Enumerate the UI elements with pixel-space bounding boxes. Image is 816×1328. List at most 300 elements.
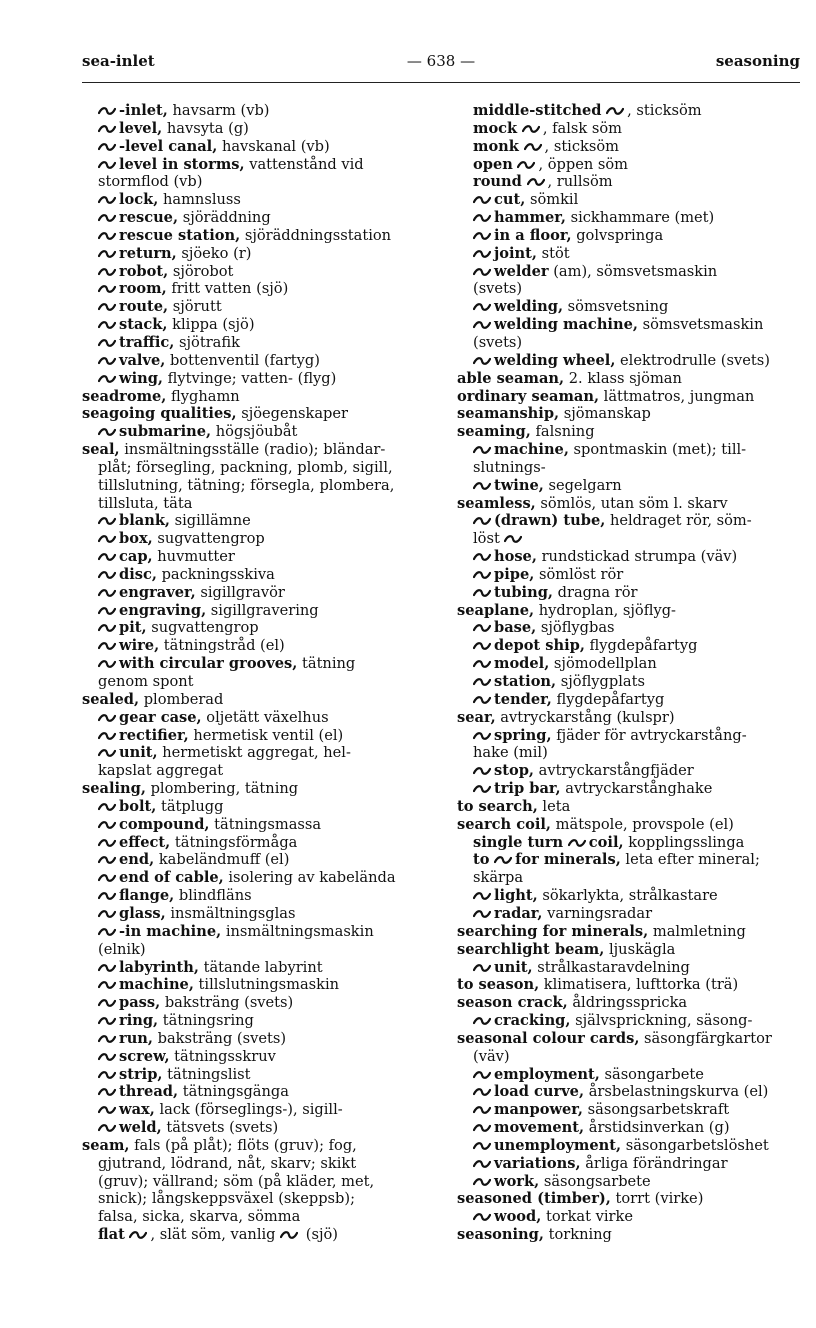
swung-dash-icon — [98, 820, 116, 830]
swung-dash-icon — [98, 748, 116, 758]
entry-headword: machine, — [119, 976, 194, 994]
entry-headword: weld, — [119, 1119, 162, 1137]
entry-definition: kapslat aggregat — [98, 762, 224, 780]
dictionary-entry — [82, 1226, 440, 1244]
swung-dash-icon — [98, 284, 116, 294]
swung-dash-icon — [473, 267, 491, 277]
dictionary-entry — [457, 780, 807, 798]
dictionary-entry — [82, 602, 440, 620]
swung-dash-icon — [473, 195, 491, 205]
swung-dash-icon — [98, 998, 116, 1008]
swung-dash-icon — [524, 142, 542, 152]
swung-dash-icon — [98, 338, 116, 348]
entry-definition: torrt (virke) — [610, 1190, 704, 1208]
dictionary-entry — [82, 1066, 440, 1084]
swung-dash-icon — [98, 195, 116, 205]
entry-definition: sömkil — [525, 191, 579, 209]
entry-headword: end of cable, — [119, 869, 224, 887]
entry-definition: falsa, sicka, skarva, sömma — [98, 1208, 301, 1226]
swung-dash-icon — [98, 374, 116, 384]
swung-dash-icon — [98, 249, 116, 259]
dictionary-entry — [457, 1119, 807, 1137]
swung-dash-icon — [473, 516, 491, 526]
swung-dash-icon — [473, 659, 491, 669]
dictionary-entry — [457, 566, 807, 584]
entry-headword: open — [473, 155, 513, 173]
entry-definition: sjöegenskaper — [236, 405, 349, 423]
entry-headword: middle-stitched — [473, 102, 602, 119]
entry-continuation — [82, 1173, 440, 1191]
dictionary-entry — [82, 316, 440, 334]
entry-headword: work, — [494, 1172, 540, 1190]
entry-definition: gjutrand, lödrand, nåt, skarv; skikt — [98, 1154, 357, 1172]
dictionary-entry — [457, 1155, 807, 1173]
swung-dash-icon — [280, 1230, 298, 1240]
swung-dash-icon — [473, 445, 491, 455]
dictionary-entry — [457, 709, 807, 727]
entry-headword: monk — [473, 137, 519, 155]
entry-headword: seaming, — [457, 423, 531, 441]
entry-headword: to — [473, 851, 490, 869]
entry-continuation — [457, 744, 807, 762]
entry-definition: spontmaskin (met); till- — [568, 441, 747, 459]
entry-definition: isolering av kabelända — [223, 869, 396, 887]
entry-definition: hamnsluss — [158, 191, 241, 209]
dictionary-entry — [82, 548, 440, 566]
entry-headword: labyrinth, — [119, 958, 199, 976]
dictionary-entry — [82, 263, 440, 281]
entry-definition: insmältningsglas — [165, 904, 296, 922]
swung-dash-icon — [473, 695, 491, 705]
dictionary-entry — [457, 602, 807, 620]
entry-headword: -level canal, — [119, 137, 218, 155]
entry-definition: hermetiskt aggregat, hel- — [157, 744, 351, 762]
entry-headword: flat — [98, 1226, 125, 1244]
entry-headword: robot, — [119, 262, 169, 280]
entry-headword: effect, — [119, 833, 171, 851]
entry-definition: sickhammare (met) — [565, 209, 715, 227]
swung-dash-icon — [98, 231, 116, 241]
entry-definition: tillsluta, täta — [98, 494, 193, 512]
page-number: — 638 — — [406, 52, 476, 70]
entry-headword: stack, — [119, 316, 168, 334]
swung-dash-icon — [568, 838, 586, 848]
page-header — [82, 52, 800, 74]
entry-headword: hose, — [494, 548, 537, 566]
swung-dash-icon — [473, 1087, 491, 1097]
swung-dash-icon — [98, 534, 116, 544]
entry-definition: plombering, tätning — [145, 780, 299, 798]
dictionary-entry — [82, 780, 440, 798]
swung-dash-icon — [98, 909, 116, 919]
entry-definition: tätsvets (svets) — [161, 1119, 279, 1137]
entry-definition: vattenstånd vid — [244, 155, 364, 173]
dictionary-entry — [82, 905, 440, 923]
entry-headword: route, — [119, 298, 169, 316]
swung-dash-icon — [473, 356, 491, 366]
right-column — [457, 102, 807, 1244]
dictionary-entry — [457, 138, 807, 156]
entry-continuation — [82, 1208, 440, 1226]
dictionary-entry — [82, 744, 440, 762]
dictionary-entry — [457, 1012, 807, 1030]
entry-definition: flygdepåfartyg — [584, 637, 698, 655]
entry-definition: sjöeko (r) — [176, 244, 252, 262]
swung-dash-icon — [473, 1070, 491, 1080]
entry-headword: run, — [119, 1029, 153, 1047]
entry-definition: säsongsarbete — [539, 1172, 651, 1190]
swung-dash-icon — [473, 1141, 491, 1151]
entry-definition: (sjö) — [301, 1226, 338, 1244]
entry-headword: unemployment, — [494, 1136, 622, 1154]
right-guide-word: seasoning — [715, 52, 800, 70]
dictionary-entry — [457, 673, 807, 691]
entry-definition: klimatisera, lufttorka (trä) — [539, 976, 739, 994]
entry-headword: sealed, — [82, 690, 140, 708]
entry-definition: (gruv); vällrand; söm (på kläder, met, — [98, 1172, 375, 1190]
swung-dash-icon — [98, 1070, 116, 1080]
entry-headword: with circular grooves, — [119, 655, 298, 673]
entry-definition: stormflod (vb) — [98, 173, 203, 191]
swung-dash-icon — [98, 838, 116, 848]
dictionary-entry — [457, 423, 807, 441]
dictionary-entry — [82, 1048, 440, 1066]
entry-headword: seamless, — [457, 494, 536, 512]
entry-definition: sjörutt — [168, 298, 222, 316]
swung-dash-icon — [473, 623, 491, 633]
swung-dash-icon — [98, 731, 116, 741]
entry-definition: åldringsspricka — [567, 994, 688, 1012]
entry-definition: dragna rör — [553, 583, 638, 601]
entry-definition: tillslutningsmaskin — [193, 976, 340, 994]
entry-headword: glass, — [119, 904, 166, 922]
entry-headword: welder — [494, 262, 549, 280]
entry-definition: årsbelastningskurva (el) — [584, 1083, 769, 1101]
entry-headword: box, — [119, 530, 153, 548]
dictionary-entry — [82, 1012, 440, 1030]
entry-headword: cap, — [119, 548, 153, 566]
entry-definition: säsongarbete — [599, 1065, 704, 1083]
swung-dash-icon — [606, 106, 624, 116]
entry-definition: lack (förseglings-), sigill- — [154, 1101, 343, 1119]
entry-headword: level, — [119, 119, 163, 137]
dictionary-entry — [457, 619, 807, 637]
swung-dash-icon — [98, 320, 116, 330]
dictionary-entry — [82, 423, 440, 441]
dictionary-entry — [82, 405, 440, 423]
entry-continuation — [82, 495, 440, 513]
entry-headword: wire, — [119, 637, 160, 655]
entry-definition: tätningsring — [158, 1012, 254, 1030]
swung-dash-icon — [98, 160, 116, 170]
entry-definition: säsongarbetslöshet — [621, 1136, 769, 1154]
entry-definition: havsarm (vb) — [167, 102, 270, 119]
entry-headword: mock — [473, 119, 518, 137]
entry-definition: malmletning — [648, 922, 746, 940]
entry-headword: seaplane, — [457, 601, 535, 619]
entry-headword: rescue station, — [119, 226, 241, 244]
entry-headword: rescue, — [119, 209, 179, 227]
swung-dash-icon — [98, 106, 116, 116]
entry-definition: segelgarn — [543, 476, 622, 494]
entry-headword: seamanship, — [457, 405, 560, 423]
dictionary-entry — [82, 138, 440, 156]
dictionary-entry — [82, 655, 440, 673]
entry-headword: to search, — [457, 797, 538, 815]
entry-headword: traffic, — [119, 333, 175, 351]
dictionary-entry — [82, 959, 440, 977]
entry-definition: sjöräddning — [178, 209, 271, 227]
dictionary-entry — [457, 1208, 807, 1226]
entry-continuation — [457, 334, 807, 352]
dictionary-entry — [457, 923, 807, 941]
dictionary-entry — [457, 441, 807, 459]
entry-definition: tätning — [297, 655, 356, 673]
swung-dash-icon — [98, 1105, 116, 1115]
entry-headword: wing, — [119, 369, 164, 387]
dictionary-entry — [82, 976, 440, 994]
entry-definition: plomberad — [139, 690, 224, 708]
entry-definition: sömsvetsmaskin — [637, 316, 764, 334]
swung-dash-icon — [98, 142, 116, 152]
entry-definition: kopplingsslinga — [623, 833, 745, 851]
dictionary-entry — [457, 762, 807, 780]
swung-dash-icon — [98, 802, 116, 812]
entry-definition: oljetätt växelhus — [201, 708, 329, 726]
entry-headword: light, — [494, 887, 538, 905]
entry-headword: tender, — [494, 690, 552, 708]
entry-definition: (am), sömsvetsmaskin — [548, 262, 718, 280]
dictionary-entry — [457, 191, 807, 209]
entry-headword: lock, — [119, 191, 159, 209]
entry-definition: huvmutter — [152, 548, 235, 566]
swung-dash-icon — [473, 963, 491, 973]
entry-headword: flange, — [119, 887, 175, 905]
dictionary-entry — [457, 156, 807, 174]
dictionary-entry — [457, 959, 807, 977]
dictionary-entry — [82, 370, 440, 388]
dictionary-entry — [457, 1137, 807, 1155]
entry-definition: årliga förändringar — [580, 1154, 728, 1172]
entry-definition: sömlös, utan söm l. skarv — [535, 494, 728, 512]
entry-headword: engraving, — [119, 601, 207, 619]
entry-headword: seasoned (timber), — [457, 1190, 611, 1208]
entry-headword: submarine, — [119, 423, 212, 441]
dictionary-entry — [82, 298, 440, 316]
left-column — [82, 102, 440, 1244]
dictionary-entry — [82, 227, 440, 245]
dictionary-entry — [457, 1066, 807, 1084]
entry-continuation — [82, 173, 440, 191]
entry-headword: round — [473, 173, 522, 191]
dictionary-entry — [82, 280, 440, 298]
entry-headword: wood, — [494, 1208, 542, 1226]
entry-continuation — [82, 1190, 440, 1208]
entry-headword: bolt, — [119, 797, 157, 815]
entry-definition: fjäder för avtryckarstång- — [551, 726, 747, 744]
entry-headword: valve, — [119, 351, 166, 369]
entry-definition: hermetisk ventil (el) — [188, 726, 344, 744]
dictionary-entry — [82, 512, 440, 530]
entry-headword: seasonal colour cards, — [457, 1029, 640, 1047]
entry-headword: cut, — [494, 191, 526, 209]
swung-dash-icon — [98, 713, 116, 723]
swung-dash-icon — [473, 302, 491, 312]
dictionary-entry — [457, 227, 807, 245]
entry-headword: load curve, — [494, 1083, 585, 1101]
dictionary-entry — [82, 923, 440, 941]
swung-dash-icon — [473, 641, 491, 651]
entry-definition: insmältningsmaskin — [221, 922, 374, 940]
dictionary-entry — [457, 1030, 807, 1048]
entry-headword: stop, — [494, 762, 534, 780]
dictionary-entry — [82, 816, 440, 834]
entry-definition: tillslutning, tätning; försegla, plombera, — [98, 476, 395, 494]
swung-dash-icon — [473, 731, 491, 741]
entry-headword: in a floor, — [494, 226, 572, 244]
dictionary-entry — [457, 370, 807, 388]
entry-headword: tubing, — [494, 583, 553, 601]
swung-dash-icon — [98, 980, 116, 990]
swung-dash-icon — [473, 481, 491, 491]
dictionary-entry — [82, 1101, 440, 1119]
dictionary-entry — [82, 1083, 440, 1101]
entry-continuation — [457, 459, 807, 477]
entry-definition: torkning — [543, 1226, 612, 1244]
swung-dash-icon — [98, 641, 116, 651]
entry-headword: unit, — [494, 958, 533, 976]
entry-definition: golvspringa — [571, 226, 664, 244]
dictionary-entry — [457, 887, 807, 905]
entry-definition: avtryckarstånghake — [560, 780, 713, 798]
entry-definition: elektrodrulle (svets) — [615, 351, 770, 369]
entry-definition: klippa (sjö) — [167, 316, 255, 334]
entry-definition: insmältningsställe (radio); bländar- — [119, 441, 386, 459]
dictionary-entry — [82, 352, 440, 370]
entry-headword: -in machine, — [119, 922, 222, 940]
entry-definition: varningsradar — [542, 904, 653, 922]
swung-dash-icon — [98, 124, 116, 134]
swung-dash-icon — [98, 927, 116, 937]
entry-continuation — [82, 459, 440, 477]
entry-headword: hammer, — [494, 209, 566, 227]
entry-definition: falsning — [530, 423, 595, 441]
dictionary-entry — [457, 120, 807, 138]
dictionary-entry — [457, 637, 807, 655]
swung-dash-icon — [473, 249, 491, 259]
entry-definition: sömsvetsning — [563, 298, 669, 316]
entry-continuation — [457, 280, 807, 298]
entry-definition: tätningslist — [162, 1065, 251, 1083]
swung-dash-icon — [98, 552, 116, 562]
swung-dash-icon — [98, 588, 116, 598]
dictionary-entry — [82, 637, 440, 655]
entry-headword: blank, — [119, 512, 171, 530]
entry-definition: fals (på plåt); flöts (gruv); fog, — [129, 1136, 357, 1154]
entry-headword: -inlet, — [119, 102, 168, 119]
entry-headword: pass, — [119, 994, 161, 1012]
dictionary-entry — [457, 976, 807, 994]
entry-headword: strip, — [119, 1065, 163, 1083]
dictionary-entry — [457, 851, 807, 869]
entry-definition: sjöräddningsstation — [240, 226, 392, 244]
entry-headword: seasoning, — [457, 1226, 544, 1244]
entry-headword: level in storms, — [119, 155, 245, 173]
entry-definition: sjöflygbas — [536, 619, 615, 637]
entry-definition: kabeländmuff (el) — [154, 851, 290, 869]
dictionary-entry — [82, 530, 440, 548]
entry-definition: rundstickad strumpa (väv) — [536, 548, 738, 566]
dictionary-entry — [457, 1190, 807, 1208]
entry-headword: gear case, — [119, 708, 202, 726]
entry-definition: tätningsmassa — [209, 815, 322, 833]
dictionary-entry — [82, 120, 440, 138]
dictionary-entry — [457, 727, 807, 745]
entry-definition: flyghamn — [166, 387, 240, 405]
swung-dash-icon — [473, 213, 491, 223]
entry-headword: variations, — [494, 1154, 581, 1172]
entry-headword: seal, — [82, 441, 120, 459]
entry-definition: bottenventil (fartyg) — [165, 351, 320, 369]
entry-definition: (svets) — [473, 280, 523, 298]
entry-headword: welding, — [494, 298, 564, 316]
entry-headword: radar, — [494, 904, 543, 922]
dictionary-entry — [457, 388, 807, 406]
entry-headword: pit, — [119, 619, 147, 637]
swung-dash-icon — [522, 124, 540, 134]
entry-continuation — [82, 477, 440, 495]
swung-dash-icon — [98, 963, 116, 973]
entry-headword: ordinary seaman, — [457, 387, 600, 405]
swung-dash-icon — [98, 1016, 116, 1026]
entry-definition: sökarlykta, strålkastare — [537, 887, 718, 905]
entry-definition: mätspole, provspole (el) — [551, 815, 734, 833]
entry-definition: baksträng (svets) — [153, 1029, 287, 1047]
swung-dash-icon — [473, 677, 491, 687]
entry-definition: (elnik) — [98, 940, 146, 958]
entry-headword: thread, — [119, 1083, 179, 1101]
entry-headword: twine, — [494, 476, 544, 494]
swung-dash-icon — [473, 784, 491, 794]
entry-definition: , rullsöm — [547, 173, 613, 191]
dictionary-entry — [82, 1119, 440, 1137]
entry-definition: sigillgravör — [195, 583, 285, 601]
swung-dash-icon — [473, 1177, 491, 1187]
dictionary-entry — [457, 263, 807, 281]
dictionary-entry — [82, 388, 440, 406]
dictionary-entry — [457, 655, 807, 673]
swung-dash-icon — [98, 570, 116, 580]
dictionary-entry — [82, 102, 440, 120]
dictionary-entry — [82, 887, 440, 905]
entry-definition: skärpa — [473, 869, 524, 887]
dictionary-entry — [457, 994, 807, 1012]
entry-definition: flygdepåfartyg — [551, 690, 665, 708]
dictionary-entry — [457, 1083, 807, 1101]
swung-dash-icon — [473, 1123, 491, 1133]
dictionary-entry — [82, 334, 440, 352]
entry-definition: tätningstråd (el) — [159, 637, 285, 655]
entry-headword: sealing, — [82, 780, 146, 798]
entry-definition: , falsk söm — [542, 119, 622, 137]
entry-definition: blindfläns — [174, 887, 252, 905]
entry-headword: search coil, — [457, 815, 552, 833]
dictionary-entry — [457, 691, 807, 709]
entry-headword: welding machine, — [494, 316, 638, 334]
dictionary-entry — [457, 102, 807, 120]
entry-continuation — [82, 673, 440, 691]
entry-headword: unit, — [119, 744, 158, 762]
